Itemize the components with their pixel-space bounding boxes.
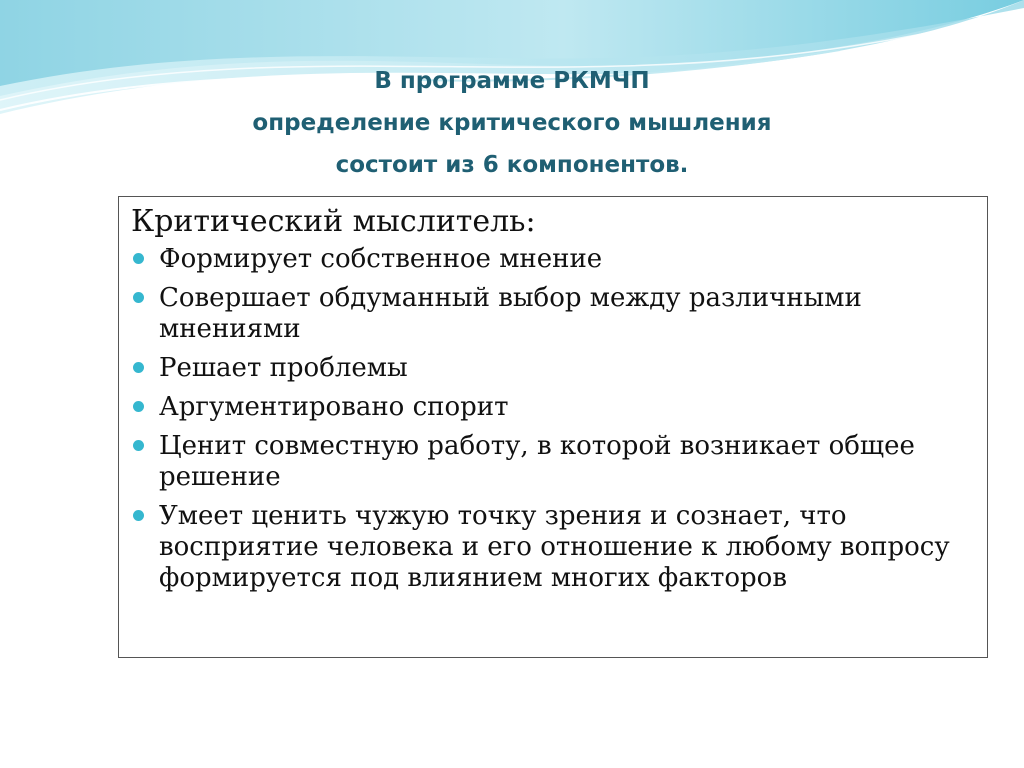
title-line-2: определение критического мышления <box>252 110 772 136</box>
title-line-1: В программе РКМЧП <box>374 68 650 94</box>
bullet-dot-icon <box>133 362 144 373</box>
bullet-dot-icon <box>133 253 144 264</box>
content-heading: Критический мыслитель: <box>131 204 536 239</box>
list-item <box>131 392 973 423</box>
bullet-list <box>131 244 973 594</box>
list-item <box>131 501 973 594</box>
list-item-text: Умеет ценить чужую точку зрения и сознает, что восприятие человека и его отношение к любому вопросу формируется под влиянием многих факторов <box>159 501 950 593</box>
list-item-text: Ценит совместную работу, в которой возникает общее решение <box>159 431 915 492</box>
bullet-dot-icon <box>133 440 144 451</box>
list-item-text: Совершает обдуманный выбор между различными мнениями <box>159 283 862 344</box>
list-item-text: Решает проблемы <box>159 353 408 383</box>
list-item <box>131 431 973 493</box>
slide-title <box>0 60 1024 186</box>
bullet-dot-icon <box>133 401 144 412</box>
bullet-dot-icon <box>133 510 144 521</box>
list-item-text: Формирует собственное мнение <box>159 244 603 274</box>
content-box <box>118 196 988 658</box>
bullet-dot-icon <box>133 292 144 303</box>
list-item-text: Аргументировано спорит <box>159 392 509 422</box>
title-line-3: состоит из 6 компонентов. <box>335 152 689 178</box>
list-item <box>131 244 973 275</box>
list-item <box>131 353 973 384</box>
list-item <box>131 283 973 345</box>
